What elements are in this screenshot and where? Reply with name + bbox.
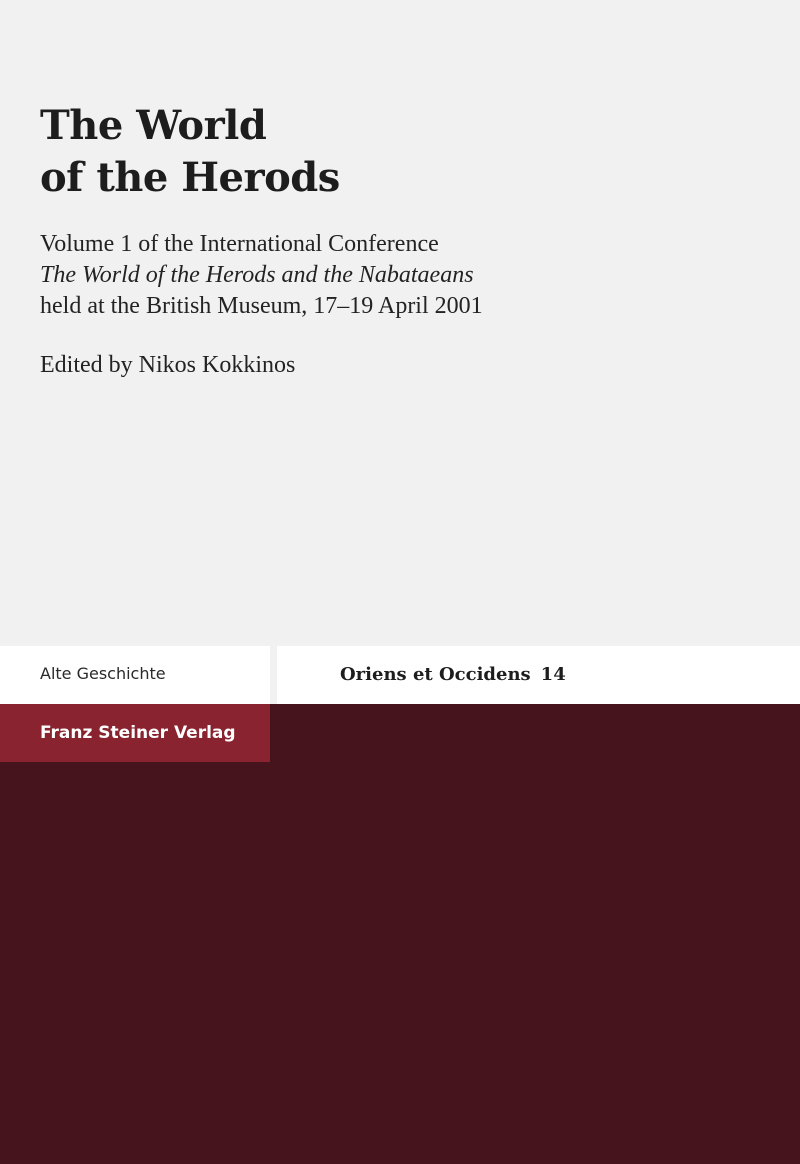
subtitle-line-1: Volume 1 of the International Conference xyxy=(40,231,439,257)
publisher-bar xyxy=(0,704,270,762)
conference-title: The World of the Herods and the Nabataeans xyxy=(40,262,474,288)
book-title-line-1: The World xyxy=(40,102,267,149)
bottom-panel xyxy=(0,704,800,1164)
subtitle-line-3: held at the British Museum, 17–19 April 2001 xyxy=(40,293,483,319)
book-subtitle xyxy=(40,229,483,322)
book-title-line-2: of the Herods xyxy=(40,154,340,201)
category-band xyxy=(0,646,270,704)
publisher-name: Franz Steiner Verlag xyxy=(40,723,236,743)
category-label: Alte Geschichte xyxy=(40,664,166,683)
series-label xyxy=(340,664,566,686)
editor-credit: Edited by Nikos Kokkinos xyxy=(40,352,296,378)
series-band xyxy=(277,646,800,704)
series-name: Oriens et Occidens xyxy=(340,664,531,685)
series-number: 14 xyxy=(540,664,566,685)
book-title xyxy=(40,100,340,204)
